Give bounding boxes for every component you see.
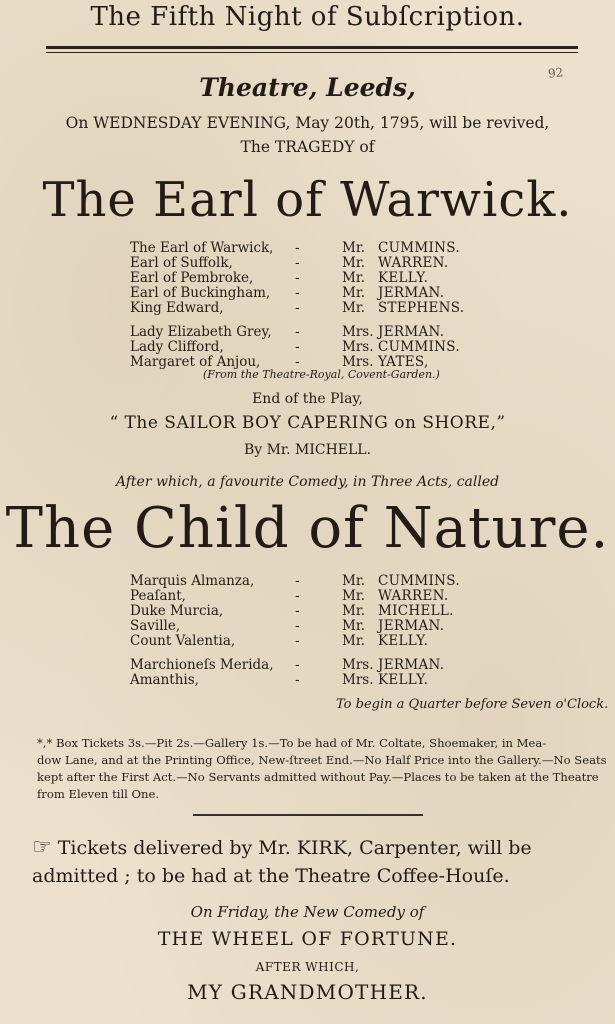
subscription-night-title: The Fifth Night of Subſcription. (90, 2, 525, 32)
dash: - (295, 672, 300, 688)
honorific: Mr. (342, 285, 366, 301)
dash: - (295, 657, 300, 673)
actor-name: CUMMINS. (378, 573, 460, 589)
actor-name: WARREN. (378, 255, 449, 271)
role-name: Marquis Almanza, (130, 573, 255, 589)
pencil-note: 92 (547, 65, 564, 81)
cast-row (130, 325, 490, 340)
dash: - (295, 633, 300, 649)
actor-name: YATES, (378, 354, 429, 370)
honorific: Mrs. (342, 672, 374, 688)
dash: - (295, 285, 300, 301)
actor-name: STEPHENS. (378, 300, 465, 316)
honorific: Mr. (342, 618, 366, 634)
cast-row (130, 271, 490, 286)
dash: - (295, 324, 300, 340)
play-title-earl-of-warwick: The Earl of Warwick. (42, 172, 573, 228)
actor-name: CUMMINS. (378, 240, 460, 256)
honorific: Mr. (342, 588, 366, 604)
section-rule (193, 814, 423, 816)
honorific: Mr. (342, 573, 366, 589)
role-name: Lady Clifford, (130, 339, 224, 355)
interlude-song-title: “ The SAILOR BOY CAPERING on SHORE,” (109, 413, 506, 433)
cast-list-men-warwick (130, 241, 490, 316)
cast-list-women-warwick (130, 325, 490, 370)
upcoming-play-title: THE WHEEL OF FORTUNE. (157, 928, 458, 950)
kirk-line: admitted ; to be had at the Theatre Coffee-Houſe. (32, 865, 510, 887)
cast-row (130, 574, 490, 589)
role-name: The Earl of Warwick, (130, 240, 274, 256)
cast-list-women-child (130, 658, 490, 688)
role-name: Duke Murcia, (130, 603, 224, 619)
role-name: Earl of Suffolk, (130, 255, 233, 271)
role-name: Margaret of Anjou, (130, 354, 261, 370)
role-name: Count Valentia, (130, 633, 236, 649)
cast-row (130, 286, 490, 301)
cast-row (130, 634, 490, 649)
honorific: Mrs. (342, 339, 374, 355)
top-rule-thin (46, 52, 578, 53)
dash: - (295, 618, 300, 634)
cast-list-men-child (130, 574, 490, 649)
ticket-line: dow Lane, and at the Printing Office, New-ſtreet End.—No Half Price into the Gallery.—No Seats (37, 753, 607, 767)
after-which-line: AFTER WHICH, (255, 960, 360, 974)
venue-heading: Theatre, Leeds, (199, 73, 416, 102)
cast-row (130, 589, 490, 604)
kirk-line-text: Tickets delivered by Mr. KIRK, Carpenter, will be (57, 837, 532, 859)
dash: - (295, 354, 300, 370)
kirk-tickets-notice (32, 834, 602, 890)
ticket-line: kept after the First Act.—No Servants admitted without Pay.—Places to be taken at the Theatre (37, 770, 599, 784)
actor-name: WARREN. (378, 588, 449, 604)
actor-name: KELLY. (378, 270, 429, 286)
cast-row (130, 673, 490, 688)
role-name: King Edward, (130, 300, 224, 316)
end-of-play-line: End of the Play, (252, 391, 363, 407)
dash: - (295, 588, 300, 604)
ticket-line: *,* Box Tickets 3s.—Pit 2s.—Gallery 1s.—To be had of Mr. Coltate, Shoemaker, in Mea- (37, 736, 547, 750)
dash: - (295, 300, 300, 316)
role-name: Marchioneſs Merida, (130, 657, 274, 673)
dash: - (295, 270, 300, 286)
kirk-line (32, 834, 602, 862)
play-title-child-of-nature: The Child of Nature. (5, 496, 610, 561)
actor-name: KELLY. (378, 633, 429, 649)
role-name: Peaſant, (130, 588, 186, 604)
covent-garden-note: (From the Theatre-Royal, Covent-Garden.) (203, 368, 440, 381)
role-name: Earl of Pembroke, (130, 270, 254, 286)
top-rule (46, 46, 578, 49)
role-name: Lady Elizabeth Grey, (130, 324, 272, 340)
honorific: Mr. (342, 270, 366, 286)
cast-row (130, 619, 490, 634)
honorific: Mr. (342, 300, 366, 316)
dash: - (295, 240, 300, 256)
actor-name: KELLY. (378, 672, 429, 688)
interlude-performer: By Mr. MICHELL. (243, 442, 372, 458)
role-name: Saville, (130, 618, 181, 634)
genre-line: The TRAGEDY of (240, 138, 375, 156)
friday-announcement: On Friday, the New Comedy of (190, 903, 425, 921)
honorific: Mrs. (342, 354, 374, 370)
cast-row (130, 340, 490, 355)
cast-row (130, 256, 490, 271)
honorific: Mr. (342, 240, 366, 256)
cast-row (130, 604, 490, 619)
dash: - (295, 603, 300, 619)
actor-name: JERMAN. (378, 618, 445, 634)
pointing-hand-icon: ☞ (32, 835, 52, 860)
honorific: Mrs. (342, 657, 374, 673)
actor-name: CUMMINS. (378, 339, 460, 355)
role-name: Amanthis, (130, 672, 199, 688)
actor-name: JERMAN. (378, 324, 445, 340)
actor-name: JERMAN. (378, 285, 445, 301)
ticket-line: from Eleven till One. (37, 787, 160, 801)
honorific: Mr. (342, 633, 366, 649)
upcoming-afterpiece-title: MY GRANDMOTHER. (187, 980, 428, 1004)
dash: - (295, 339, 300, 355)
role-name: Earl of Buckingham, (130, 285, 271, 301)
honorific: Mrs. (342, 324, 374, 340)
dash: - (295, 573, 300, 589)
cast-row (130, 241, 490, 256)
dash: - (295, 255, 300, 271)
cast-row (130, 301, 490, 316)
cast-row (130, 658, 490, 673)
ticket-prices-paragraph (37, 735, 607, 803)
start-time-note: To begin a Quarter before Seven o'Clock. (336, 697, 609, 712)
honorific: Mr. (342, 603, 366, 619)
honorific: Mr. (342, 255, 366, 271)
actor-name: MICHELL. (378, 603, 454, 619)
afterpiece-intro: After which, a favourite Comedy, in Three Acts, called (115, 474, 500, 490)
date-line: On WEDNESDAY EVENING, May 20th, 1795, will be revived, (65, 114, 550, 132)
actor-name: JERMAN. (378, 657, 445, 673)
